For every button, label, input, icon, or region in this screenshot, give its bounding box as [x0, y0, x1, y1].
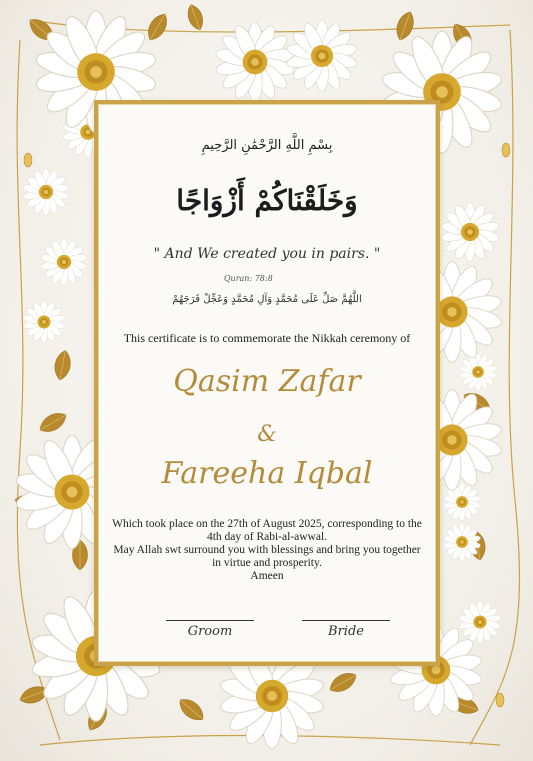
groom-label: Groom: [187, 624, 233, 639]
groom-signature-line: [166, 620, 254, 621]
ceremony-date-text: Which took place on the 27th of August 2025, corresponding to the 4th day of Rabi-al-awwal.: [112, 518, 422, 543]
bismillah-text: بِسْمِ اللَّهِ الرَّحْمَٰنِ الرَّحِيمِ: [201, 138, 333, 153]
blessing-text: May Allah swt surround you with blessings and bring you together in virtue and prosperity.: [113, 544, 421, 569]
certificate-content: [104, 104, 430, 664]
salawat-text: اللَّهُمَّ صَلِّ عَلَى مُحَمَّدٍ وَآلِ مُحَمَّدٍ وَعَجِّلْ فَرَجَهُمْ: [172, 294, 362, 305]
bride-signature-line: [302, 620, 390, 621]
intro-text: This certificate is to commemorate the Nikkah ceremony of: [123, 331, 411, 345]
ayah-translation: " And We created you in pairs. ": [153, 246, 381, 262]
ceremony-details: [112, 518, 422, 583]
bride-name: Fareeha Iqbal: [161, 456, 373, 491]
quran-reference: Quran: 78:8: [224, 274, 273, 283]
ameen-text: Ameen: [250, 570, 284, 582]
quran-ayah: وَخَلَقْنَاكُمْ أَزْوَاجًا: [176, 184, 358, 217]
ampersand: &: [257, 422, 277, 447]
bride-label: Bride: [328, 624, 364, 639]
groom-name: Qasim Zafar: [173, 364, 361, 399]
